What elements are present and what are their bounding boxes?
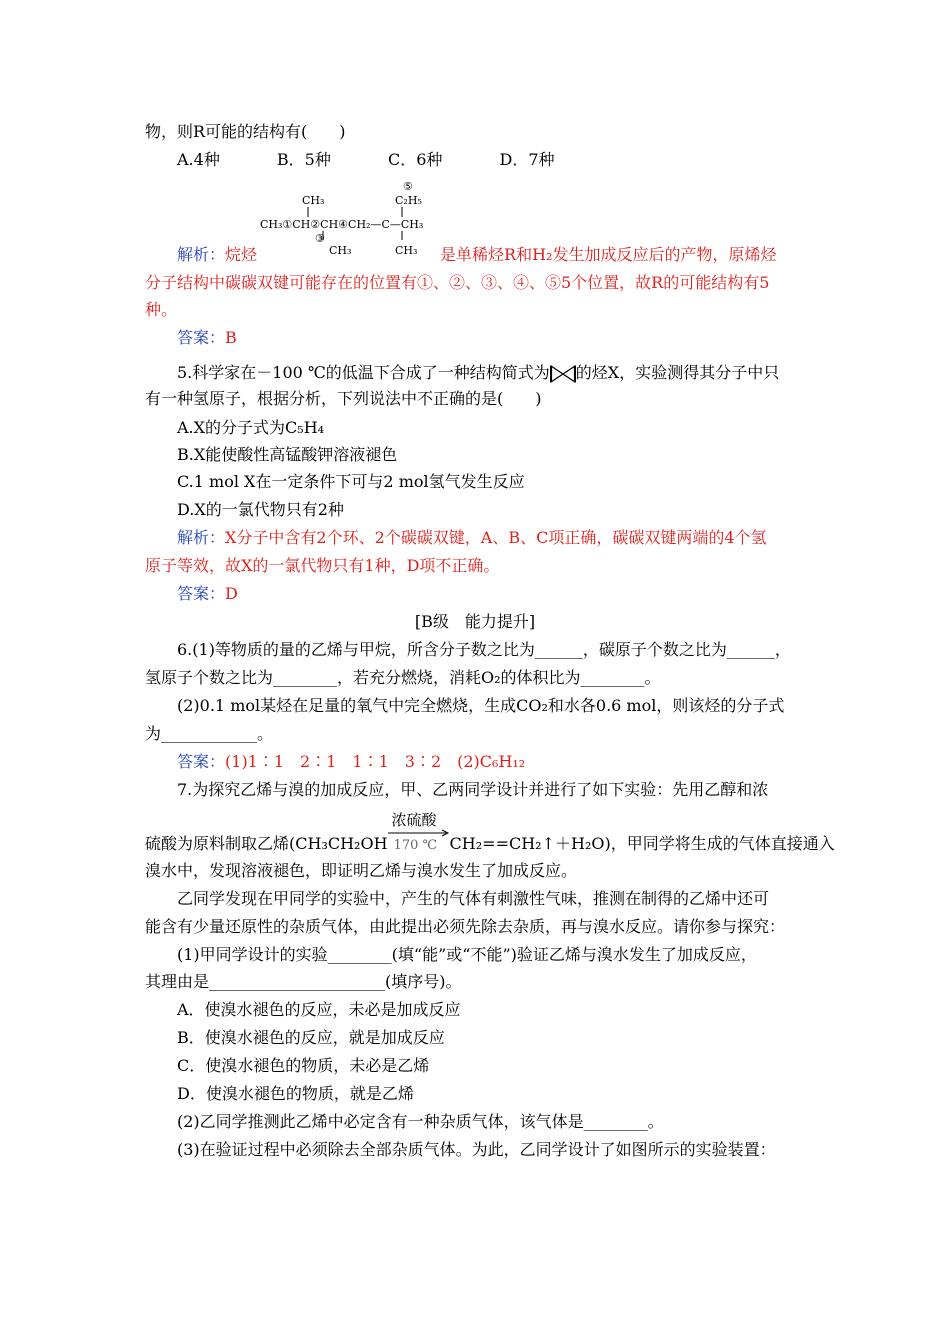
- spiro-structure-icon: [550, 364, 576, 384]
- struct-ch3-top: CH₃: [302, 194, 325, 207]
- q5-option-d: D.X的一氯代物只有2种: [177, 500, 344, 519]
- q6-line-4: 为____________。: [145, 724, 274, 743]
- q4-analysis-line-3: 种。: [145, 300, 178, 319]
- q6-line-3: (2)0.1 mol某烃在足量的氧气中完全燃烧，生成CO₂和水各0.6 mol，则该烃的分子式: [177, 696, 785, 715]
- q5-option-a: A.X的分子式为C₅H₄: [177, 418, 325, 437]
- struct-ch3-bottom-2: CH₃: [395, 244, 418, 257]
- struct-circle-3: ③: [315, 232, 325, 245]
- q4-analysis-line-1: 解析：烷烃 是单稀烃R和H₂发生加成反应后的产物，原烯烃: [177, 245, 777, 264]
- q7-sub1-option-b: B．使溴水褪色的反应，就是加成反应: [177, 1028, 445, 1047]
- q7-line-1: 7.为探究乙烯与溴的加成反应，甲、乙两同学设计并进行了如下实验：先用乙醇和浓: [177, 780, 769, 799]
- q6-answer: 答案：(1)1∶1 2∶1 1∶1 3∶2 (2)C₆H₁₂: [177, 752, 526, 771]
- analysis-label: 解析：: [177, 245, 226, 264]
- q7-line-4: 乙同学发现在甲同学的实验中，产生的气体有刺激性气味，推测在制得的乙烯中还可: [177, 889, 770, 908]
- q6-answer-value: (1)1∶1 2∶1 1∶1 3∶2 (2)C₆H₁₂: [225, 752, 526, 771]
- q7-sub3: (3)在验证过程中必须除去全部杂质气体。为此，乙同学设计了如图所示的实验装置：: [177, 1140, 776, 1159]
- q5-option-b: B.X能使酸性高锰酸钾溶液褪色: [177, 445, 398, 464]
- q7-sub1-option-d: D．使溴水褪色的物质，就是乙烯: [177, 1084, 414, 1103]
- q5-analysis-line-1: 解析：X分子中含有2个环、2个碳碳双键，A、B、C项正确，碳碳双键两端的4个氢: [177, 528, 767, 547]
- reaction-condition-bottom: 170 ℃: [393, 838, 438, 853]
- q4-option-c: C．6种: [387, 150, 443, 169]
- q5-stem-line-2: 有一种氢原子，根据分析，下列说法中不正确的是( ): [145, 389, 542, 408]
- q7-sub1-option-a: A．使溴水褪色的反应，未必是加成反应: [177, 1000, 461, 1019]
- section-heading: [B级 能力提升]: [414, 612, 536, 631]
- q7-sub1-line-2: 其理由是______________________(填序号)。: [145, 972, 462, 991]
- q5-answer: 答案：D: [177, 584, 238, 603]
- reaction-condition-top: 浓硫酸: [391, 811, 437, 829]
- q4-analysis-line-2: 分子结构中碳碳双键可能存在的位置有①、②、③、④、⑤5个位置，故R的可能结构有5: [145, 273, 770, 292]
- q7-line-2: 硫酸为原料制取乙烯(CH₃CH₂OH 浓硫酸 170 ℃ CH₂==CH₂↑＋H₂O)，甲同学将生成的气体直接通入: [145, 833, 835, 855]
- q5-analysis-line-2: 原子等效，故X的一氯代物只有1种，D项不正确。: [145, 556, 500, 575]
- q5-stem-line-1: 5.科学家在－100 ℃的低温下合成了一种结构简式为 的烃X，实验测得其分子中只: [177, 363, 780, 382]
- q4-option-b: B．5种: [276, 150, 331, 169]
- q4-option-a: A.4种: [177, 150, 220, 169]
- q4-stem-end: 物，则R可能的结构有( ): [145, 122, 346, 141]
- q4-answer-value: B: [225, 328, 237, 347]
- q7-sub1-line-1: (1)甲同学设计的实验________(填“能”或“不能”)验证乙烯与溴水发生了加成反应，: [177, 945, 757, 964]
- q7-sub2: (2)乙同学推测此乙烯中必定含有一种杂质气体，该气体是________。: [177, 1112, 664, 1131]
- q7-line-3: 溴水中，发现溶液褪色，即证明乙烯与溴水发生了加成反应。: [145, 861, 578, 880]
- struct-circle-5: ⑤: [403, 180, 413, 193]
- q4-options: [177, 149, 607, 171]
- struct-ch3-bottom-1: CH₃: [329, 244, 352, 257]
- q7-line-5: 能含有少量还原性的杂质气体，由此提出必须先除去杂质，再与溴水反应。请你参与探究：: [145, 917, 786, 936]
- struct-main-chain: CH₃①CH②CH④CH₂—C—CH₃: [260, 218, 424, 231]
- q6-line-1: 6.(1)等物质的量的乙烯与甲烷，所含分子数之比为______，碳原子个数之比为______，: [177, 640, 791, 659]
- q4-option-d: D．7种: [499, 150, 555, 169]
- reaction-arrow: [388, 811, 450, 855]
- struct-c2h5: C₂H₅: [395, 194, 422, 207]
- q5-option-c: C.1 mol X在一定条件下可与2 mol氢气发生反应: [177, 472, 525, 491]
- q7-sub1-option-c: C．使溴水褪色的物质，未必是乙烯: [177, 1056, 430, 1075]
- q4-answer: 答案：B: [177, 328, 237, 347]
- q6-line-2: 氢原子个数之比为________，若充分燃烧，消耗O₂的体积比为________。: [145, 668, 661, 687]
- q5-answer-value: D: [225, 584, 238, 603]
